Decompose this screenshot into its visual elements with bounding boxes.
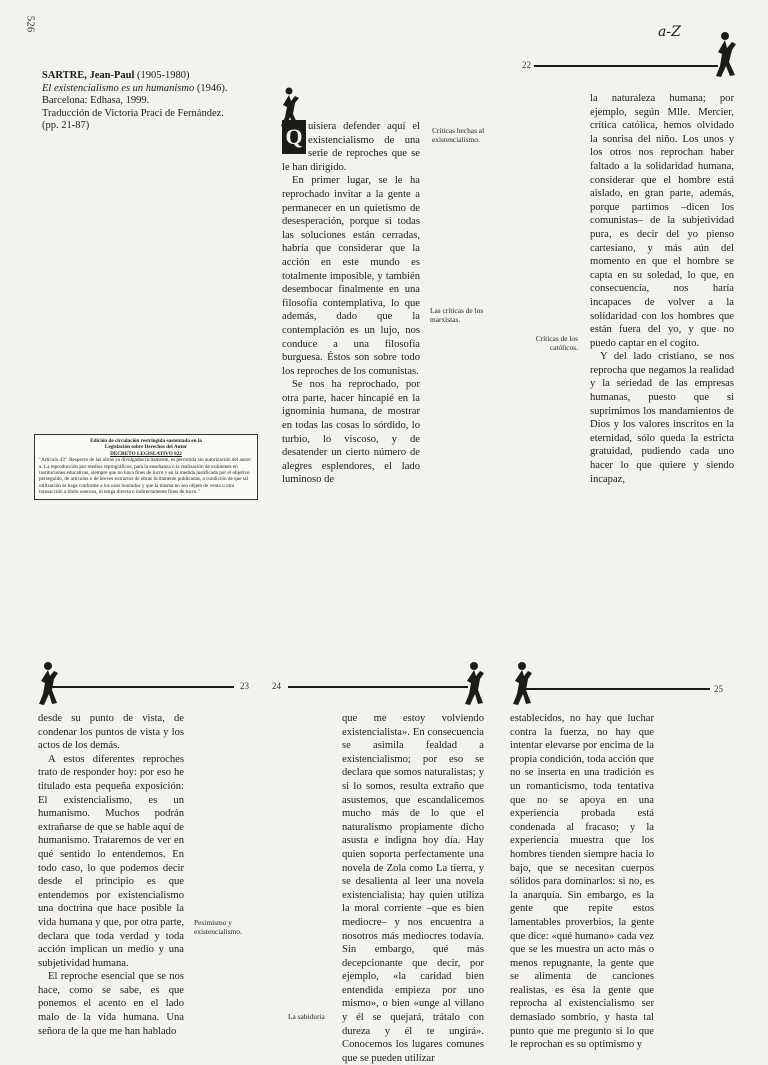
- reference-dates: (1905-1980): [137, 70, 190, 81]
- page-24-paragraph-1: que me estoy volviendo existencialista». En consecuencia se asimila fealdad a existencialismo; por eso se declara que somos naturalistas; y si lo somos, resulta extraño que asustemos, que escandalicemos mucho más de lo que el naturalismo propiamente dicho asusta e indigna hoy día. Hay quien soporta perfectamente una novela de Zola como La tierra, y se desalienta al leer una novela existencialista; hay quien utiliza la moral corriente –que es bien mediocre– y nos encuentra a nosotros más mediocres todavía. Sin embargo, qué más decepcionante que decir, por ejemplo, «la caridad bien entendida empieza por uno mismo», o bien «unge al villano y él se quejará, trátalo con dureza y él te ungirá». Conocemos los lugares comunes que se pueden utilizar: [342, 713, 484, 1064]
- dropcap-letter: Q: [282, 120, 306, 154]
- reference-work-year: (1946).: [196, 82, 228, 94]
- page-22-paragraph-3: Se nos ha reprochado, por otra parte, hacer hincapié en la ignominia humana, de mostrar en todas las cosas lo sórdido, lo turbio, lo viscoso, y de desatender un cierto número de alegres esplendores, el lado luminoso de: [282, 379, 420, 486]
- page-23-paragraph-2: A estos diferentes reproches trato de responder hoy: por eso he titulado esta pequeña exposición: El existencialismo, es un humanismo. Muchos podrán extrañarse de que se hable aquí de humanismo. Trataremos de ver en qué sentido lo entendemos. En todo caso, lo que podemos decir desde el principio es que entendemos por existencialismo una doctrina que hace posible la vida humana y que, por otra parte, declara que toda verdad y toda acción implican un medio y una subjetividad humana.: [38, 753, 184, 969]
- margin-note-criticas: Críticas hechas al existencialismo.: [432, 126, 485, 144]
- reference-pages: (pp. 21-87): [42, 120, 90, 132]
- page-22-column-1: [282, 120, 420, 487]
- page-22-paragraph-4: la naturaleza humana; por ejemplo, según Mlle. Mercier, crítica católica, hemos olvidado la sonrisa del niño. Los unos y los otros nos reprochan haber faltado a la solidaridad humana, considerar que el hombre está aislado, en gran parte, además, porque partimos –dicen los comunistas– de la subjetividad pura, es decir del yo pienso cartesiano, y más aún del momento en que el hombre se capta en su soledad, lo que, en consecuencia, nos haría incapaces de volver a la solidaridad con los hombres que están fuera del yo, y que no puedo captar en el cogito.: [590, 93, 734, 349]
- margin-note-pesimismo: Pesimismo y existencialismo.: [194, 918, 242, 936]
- page-23-rule: [50, 686, 234, 688]
- page-23-column: [38, 712, 184, 1038]
- page-22-paragraph-1: uisiera defender aquí el existencialismo de una serie de reproches que se le han dirigido.: [282, 121, 420, 173]
- page-22-paragraph-2: En primer lugar, se le ha reprochado invitar a la gente a permanecer en un quietismo de desesperación, porque si todas las soluciones están cerradas, habría que considerar que la acción en este mundo es totalmente imposible, y también desembocar finalmente en una filosofía contemplativa, lo que además, dado que la contemplación es un lujo, nos conduce a una filosofía burguesa. Éstos son sobre todo los reproches de los comunistas.: [282, 175, 420, 377]
- page-22-column-2: [590, 92, 734, 486]
- page-22-paragraph-5: Y del lado cristiano, se nos reprocha que negamos la realidad y la seriedad de las empresas humanas, puesto que si suprimimos los mandamientos de Dios y los valores inscritos en la eternidad, sólo queda la estricta gratuidad, pudiendo cada uno hacer lo que quiere y siendo incapaz,: [590, 351, 734, 485]
- legal-notice: [34, 434, 258, 500]
- margin-note-catolicos: Críticas de los católicos.: [535, 334, 578, 352]
- page-23-paragraph-3: El reproche esencial que se nos hace, como se sabe, es que ponemos el acento en el lado malo de la vida humana. Una señora de la que me han hablado: [38, 971, 184, 1037]
- notice-line1: Edición de circulación restringida sustentada en la: [90, 438, 202, 444]
- page-24-rule: [288, 686, 468, 688]
- notice-decree: DECRETO LEGISLATIVO 822: [110, 450, 182, 457]
- margin-note-sabiduria: La sabiduría: [288, 1012, 325, 1021]
- page-25-rule: [526, 688, 710, 690]
- climber-figure-icon: [36, 660, 60, 706]
- page-24-number: 24: [272, 681, 281, 691]
- climber-figure-icon: [712, 30, 738, 80]
- side-page-number: 526: [24, 15, 37, 33]
- page-22-rule: [534, 65, 718, 67]
- notice-article: "Artículo 43º. Respecto de las obras ya divulgadas lícitamente, es permitida sin autorización del autor:: [39, 457, 252, 464]
- notice-clause: a. La reproducción por medios reprográficos, para la enseñanza o la realización de exámenes en instituciones educativas, siempre que no haya fines de lucro y en la medida justificada por el objetivo perseguido, de artículos o de breves extractos de obras lícitamente publicadas, a condición de que tal utilización se haga conforme a los usos honrados y que la misma no sea objeto de venta u otra transacción a título oneroso, ni tenga directa o indirectamente fines de lucro.": [39, 463, 250, 496]
- climber-figure-icon: [462, 660, 486, 706]
- page-23-paragraph-1: desde su punto de vista, de condenar los puntos de vista y los actos de los demás.: [38, 713, 184, 752]
- notice-line2: Legislación sobre Derechos del Autor: [104, 444, 188, 451]
- reference-translation: Traducción de Victoria Praci de Fernández.: [42, 107, 224, 119]
- reference-author: SARTRE, Jean-Paul: [42, 70, 135, 81]
- page-24-column: [342, 712, 484, 1065]
- page-22-number: 22: [522, 60, 531, 70]
- margin-note-marxistas: Las críticas de los marxistas.: [430, 306, 484, 324]
- page-23-number: 23: [240, 681, 249, 691]
- reference-publisher: Barcelona: Edhasa, 1999.: [42, 95, 150, 107]
- page-25-number: 25: [714, 684, 723, 694]
- handwritten-signature: a-Z: [658, 24, 681, 40]
- reference-work-title: El existencialismo es un humanismo: [42, 82, 195, 94]
- bibliographic-reference: [42, 70, 272, 133]
- page-25-paragraph-1: establecidos, no hay que luchar contra la fuerza, no hay que intentar elevarse por encima de la propia condición, toda acción que no se inserta en una tradición es un romanticismo, toda tentativa que no se apoya en una experiencia probada está condenada al fracaso; y la experiencia muestra que los hombres tienden siempre hacia lo bajo, que se necesitan cuerpos sólidos para dominarlos: si no, es la anarquía. Sin embargo, es la gente que repite estos lamentables proverbios, la gente que dice: «qué humano» cada vez que se les muestra un acto más o menos repugnante, la gente que se alimenta de canciones realistas, es ésa la gente que reprocha al existencialismo ser demasiado sombrío, y hasta tal punto que me pregunto si lo que le reprochan es su optimismo y: [510, 713, 654, 1051]
- page-25-column: [510, 712, 654, 1052]
- climber-figure-icon: [510, 660, 534, 706]
